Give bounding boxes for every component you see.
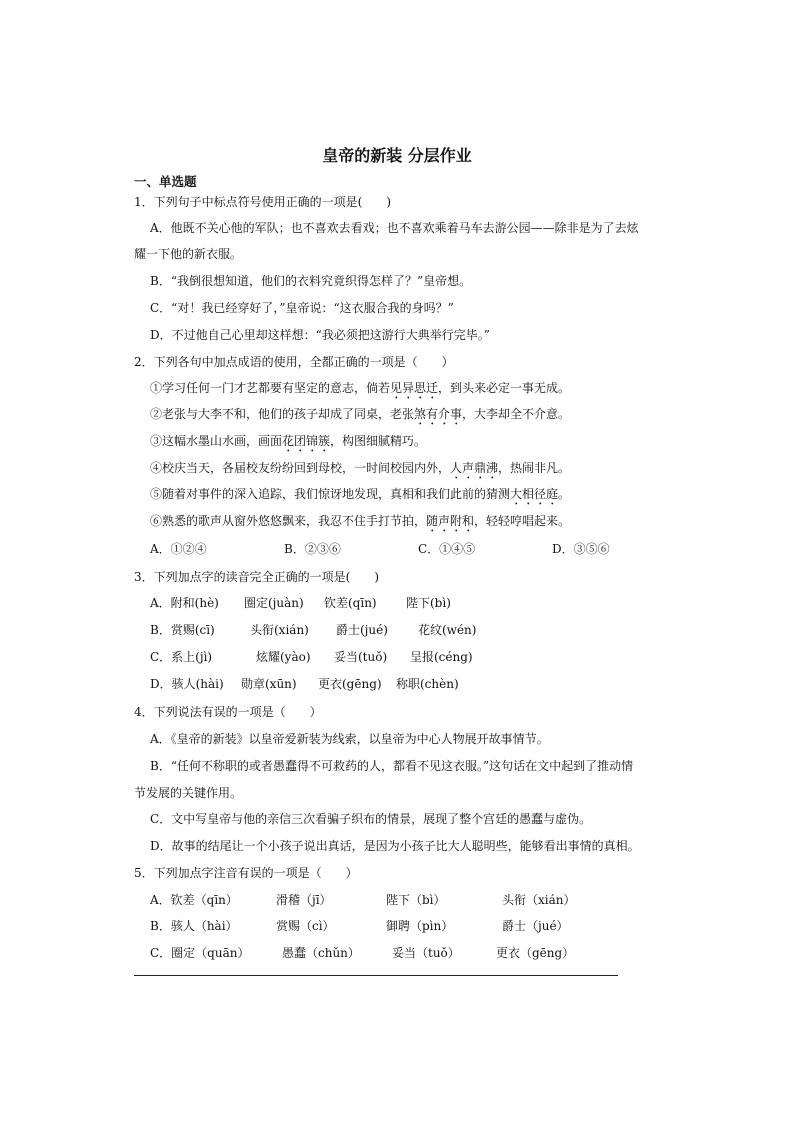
question-2-stem: 2．下列各句中加点成语的使用，全都正确的一项是（ ） <box>134 355 454 369</box>
q3-cell: 钦差(qīn) <box>324 596 377 610</box>
question-1-stem: 1．下列句子中标点符号使用正确的一项是( ) <box>134 195 391 209</box>
q3-cell: B．赏赐(cī) <box>150 623 215 637</box>
q5-cell: 爵士（jué） <box>502 919 569 933</box>
question-3-stem: 3．下列加点字的读音完全正确的一项是( ) <box>134 570 379 584</box>
question-2-option-b: B．②③⑥ <box>284 542 341 556</box>
question-2-option-c: C．①④⑤ <box>418 542 476 556</box>
bottom-divider <box>134 975 618 976</box>
question-4-option-b: B．“任何不称职的或者愚蠢得不可救药的人，都看不见这衣服。”这句话在文中起到了推动情 <box>150 759 634 773</box>
question-2-sentence-4: ④校庆当天，各届校友纷纷回到母校，一时间校园内外，人声鼎沸，热闹非凡。 <box>150 461 571 475</box>
q3-cell: 勋章(xūn) <box>241 677 297 691</box>
section-heading: 一、单选题 <box>134 174 197 189</box>
question-1-option-a: A．他既不关心他的军队；也不喜欢去看戏；也不喜欢乘着马车去游公园——除非是为了去炫 <box>150 221 639 235</box>
question-1-option-a-cont: 耀一下他的新衣服。 <box>134 247 243 261</box>
q3-cell: 爵士(jué) <box>336 623 388 637</box>
q5-cell: 赏赐（cì） <box>276 919 335 933</box>
question-4-option-d: D．故事的结尾让一个小孩子说出真话，是因为小孩子比大人聪明些，能够看出事情的真相。 <box>150 839 640 853</box>
q5-cell: 滑稽（jī） <box>276 893 332 907</box>
question-4-option-c: C．文中写皇帝与他的亲信三次看骗子织布的情景，展现了整个宫廷的愚蠢与虚伪。 <box>150 812 592 826</box>
q3-cell: 陛下(bì) <box>406 596 451 610</box>
q3-cell: 称职(chèn) <box>396 677 459 691</box>
page-title: 皇帝的新装 分层作业 <box>322 146 472 165</box>
q3-cell: 头衔(xián) <box>250 623 309 637</box>
q3-cell: C．系上(jì) <box>150 650 213 664</box>
q3-cell: 花纹(wén) <box>418 623 477 637</box>
q5-cell: 更衣（gēng） <box>496 946 575 960</box>
q3-cell: 圈定(juàn) <box>244 596 304 610</box>
q5-cell: 妥当（tuǒ） <box>392 946 460 960</box>
q5-cell: 愚蠢（chǔn） <box>282 946 360 960</box>
question-1-option-d: D．不过他自己心里却这样想：“我必须把这游行大典举行完毕。” <box>150 328 490 342</box>
question-2-sentence-6: ⑥熟悉的歌声从窗外悠悠飘来，我忍不住手打节拍，随声附和，轻轻哼唱起来。 <box>150 514 571 528</box>
question-2-sentence-2: ②老张与大李不和，他们的孩子却成了同桌，老张煞有介事，大李却全不介意。 <box>150 407 571 421</box>
question-4-option-a: A．《皇帝的新装》以皇帝爱新装为线索，以皇帝为中心人物展开故事情节。 <box>150 732 549 746</box>
question-2-sentence-3: ③这幅水墨山水画，画面花团锦簇，构图细腻精巧。 <box>150 434 427 448</box>
q5-cell: 陛下（bì） <box>386 893 446 907</box>
q5-cell: C．圈定（quān） <box>150 946 250 960</box>
q3-cell: 更衣(gēng) <box>318 677 382 691</box>
q5-cell: 头衔（xián） <box>502 893 576 907</box>
q5-cell: B．骇人（hài） <box>150 919 238 933</box>
q3-cell: D．骇人(hài) <box>150 677 224 691</box>
q5-cell: A．钦差（qīn） <box>150 893 238 907</box>
question-2-sentence-5: ⑤随着对事件的深入追踪，我们惊讶地发现，真相和我们此前的猜测大相径庭。 <box>150 487 571 501</box>
q5-cell: 御聘（pìn） <box>386 919 454 933</box>
q3-cell: 呈报(céng) <box>410 650 473 664</box>
question-1-option-c: C．“对！我已经穿好了，”皇帝说：“这衣服合我的身吗？” <box>150 301 454 315</box>
question-5-stem: 5．下列加点字注音有误的一项是（ ） <box>134 866 358 880</box>
question-2-sentence-1: ①学习任何一门才艺都要有坚定的意志，倘若见异思迁，到头来必定一事无成。 <box>150 381 571 395</box>
question-4-stem: 4．下列说法有误的一项是（ ） <box>134 705 322 719</box>
question-2-option-a: A．①②④ <box>150 542 207 556</box>
question-1-option-b: B．“我倒很想知道，他们的衣料究竟织得怎样了？”皇帝想。 <box>150 274 472 288</box>
q3-cell: 妥当(tuǒ) <box>334 650 388 664</box>
question-4-option-b-cont: 节发展的关键作用。 <box>134 786 243 800</box>
question-2-option-d: D．③⑤⑥ <box>552 542 610 556</box>
q3-cell: 炫耀(yào) <box>256 650 311 664</box>
q3-cell: A．附和(hè) <box>150 596 219 610</box>
